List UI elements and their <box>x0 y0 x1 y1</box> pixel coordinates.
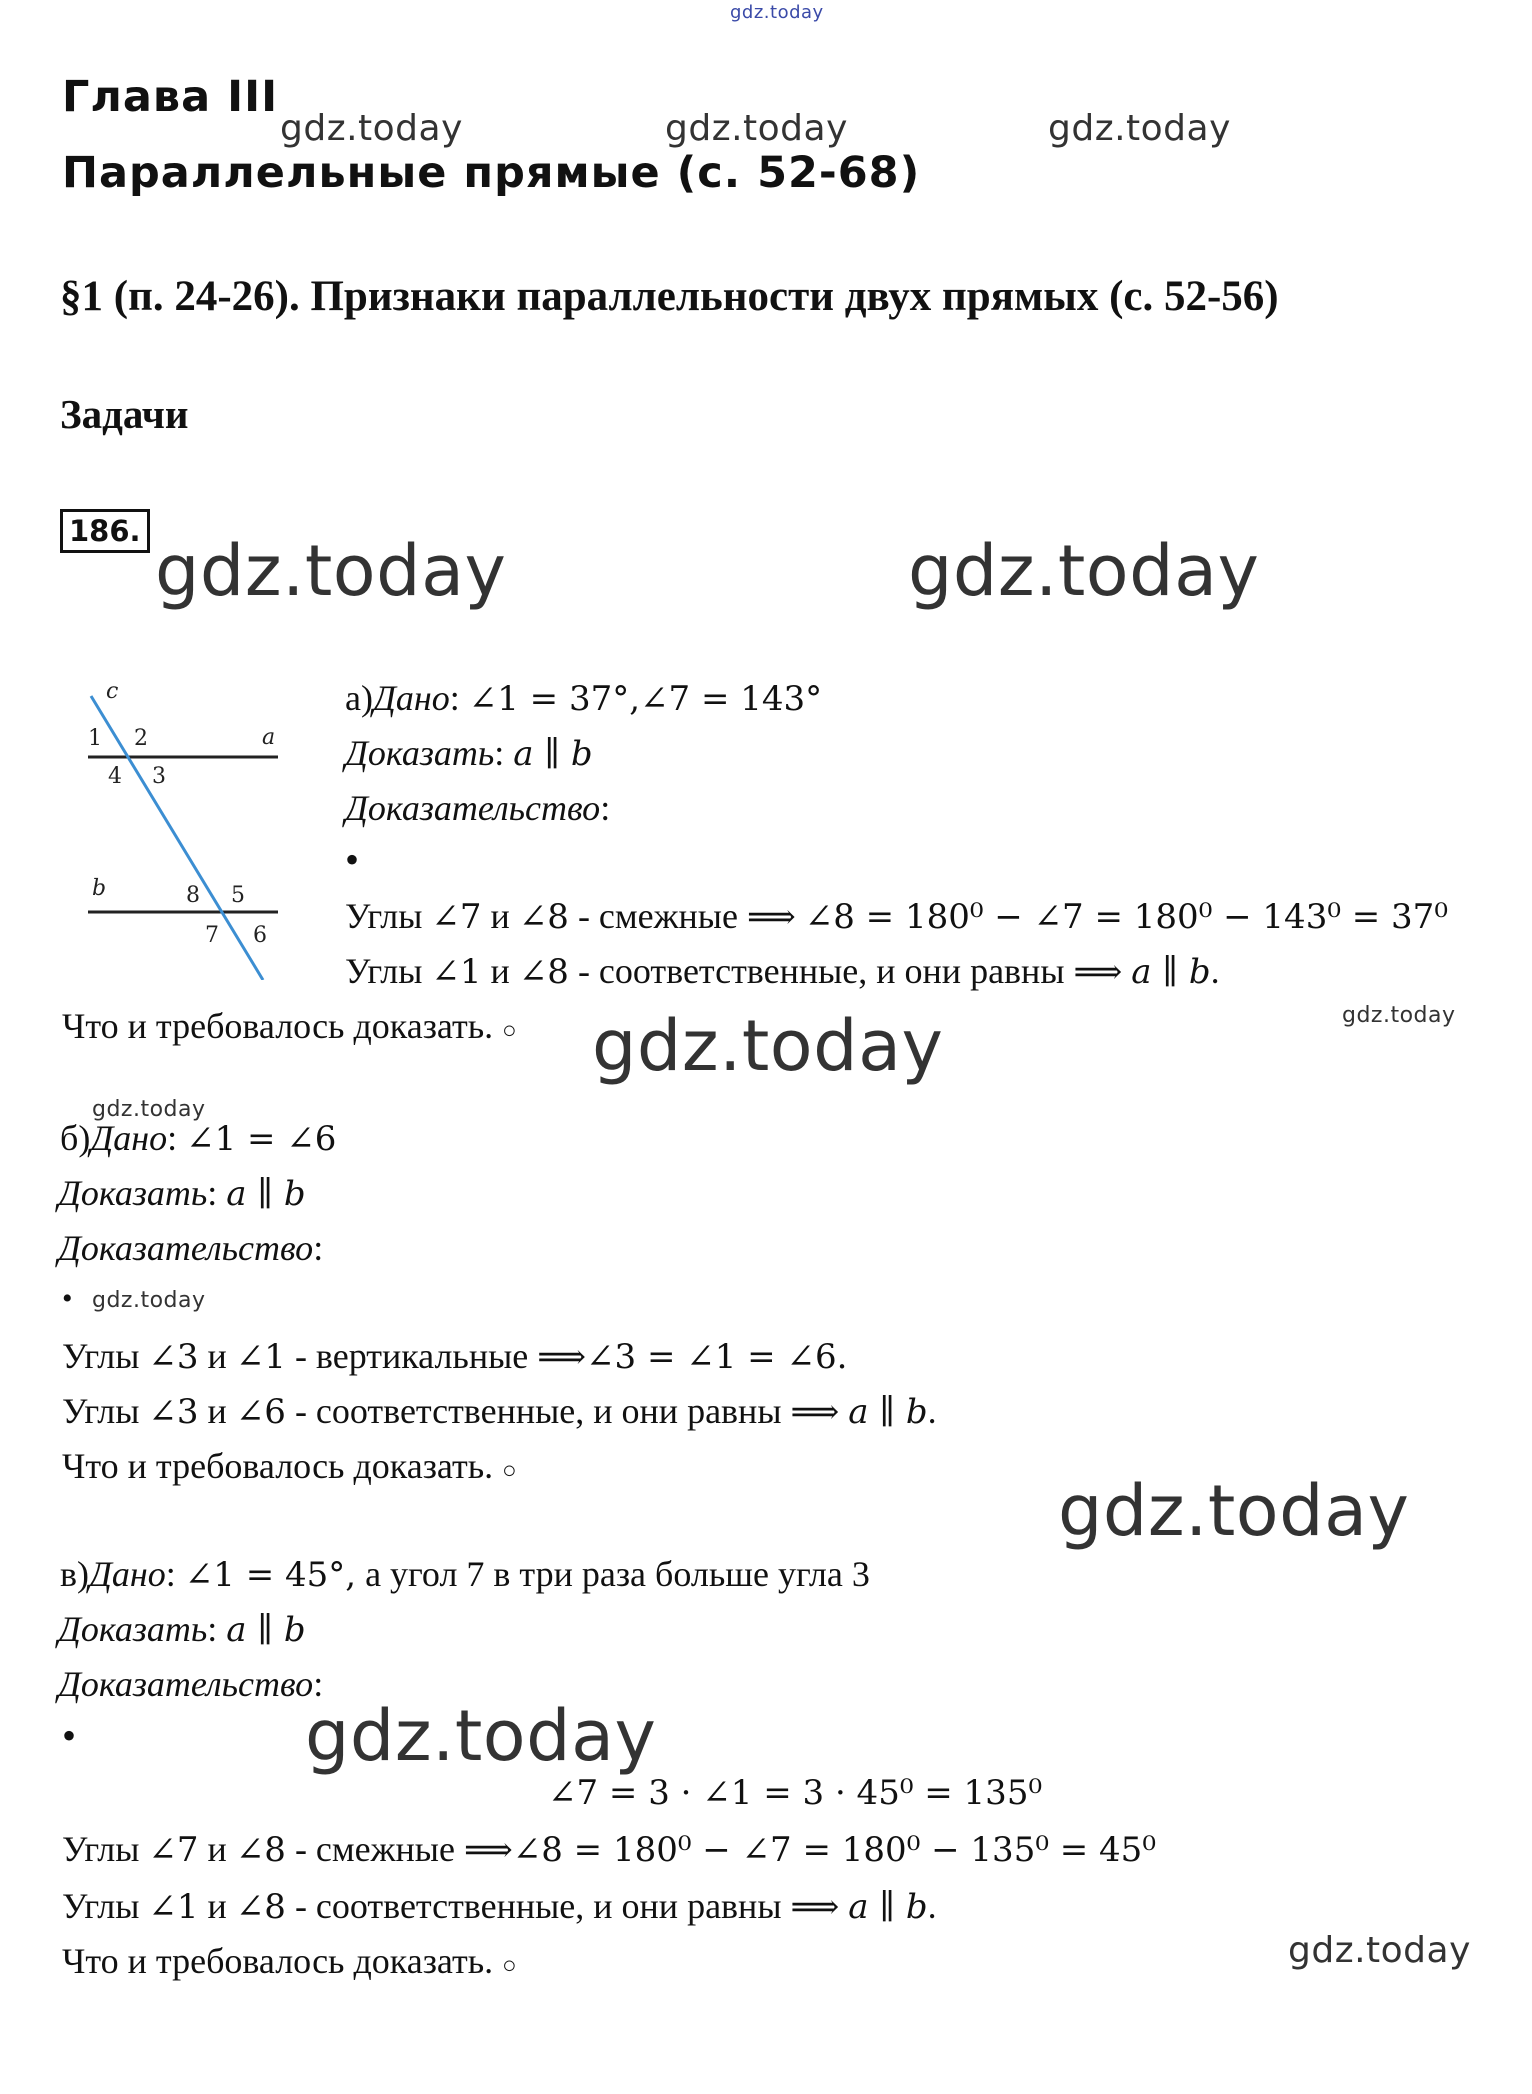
part-b-proof-label: Доказательство: <box>58 1228 324 1268</box>
figure-label-4: 4 <box>108 764 122 789</box>
figure-label-7: 7 <box>205 923 219 948</box>
figure-label-3: 3 <box>152 764 166 789</box>
part-a-bullet: • <box>345 837 360 882</box>
watermark: gdz.today <box>1048 108 1231 149</box>
task-number: 186. <box>60 509 150 553</box>
watermark: gdz.today <box>1058 1470 1410 1552</box>
part-c-step2: Углы ∠1 и ∠8 - соответственные, и они равны ⟹ a ∥ b. <box>62 1886 937 1927</box>
figure-label-b: b <box>92 876 107 901</box>
part-c-calc: ∠7 = 3 · ∠1 = 3 · 45⁰ = 135⁰ <box>548 1773 1043 1813</box>
watermark: gdz.today <box>155 530 507 612</box>
figure-label-2: 2 <box>134 726 148 751</box>
part-a-given: а)Дано: ∠1 = 37°,∠7 = 143° <box>345 678 823 719</box>
part-c-bullet: • <box>62 1713 77 1758</box>
part-a-proof-label: Доказательство: <box>345 788 611 828</box>
watermark: gdz.today <box>730 2 824 23</box>
figure-label-c: c <box>106 680 119 704</box>
watermark: gdz.today <box>665 108 848 149</box>
part-b-prove: Доказать: a ∥ b <box>58 1173 306 1214</box>
watermark: gdz.today <box>92 1097 206 1122</box>
part-a-prove: Доказать: a ∥ b <box>345 733 593 774</box>
part-c-qed: Что и требовалось доказать. ○ <box>62 1941 517 1981</box>
figure-label-6: 6 <box>253 923 267 948</box>
part-c-given: в)Дано: ∠1 = 45°, а угол 7 в три раза больше угла 3 <box>60 1554 870 1595</box>
part-c-step1: Углы ∠7 и ∠8 - смежные ⟹∠8 = 180⁰ − ∠7 = 180⁰ − 135⁰ = 45⁰ <box>62 1829 1156 1870</box>
part-c-prove: Доказать: a ∥ b <box>58 1609 306 1650</box>
parallel-lines-figure <box>78 680 308 980</box>
figure-label-8: 8 <box>186 883 200 908</box>
watermark: gdz.today <box>92 1288 206 1313</box>
tasks-heading: Задачи <box>60 391 189 437</box>
part-a-step1: Углы ∠7 и ∠8 - смежные ⟹ ∠8 = 180⁰ − ∠7 = 180⁰ − 143⁰ = 37⁰ <box>345 896 1448 937</box>
part-b-qed: Что и требовалось доказать. ○ <box>62 1446 517 1486</box>
watermark: gdz.today <box>1288 1930 1471 1971</box>
figure-label-a: a <box>262 725 276 750</box>
part-b-given: б)Дано: ∠1 = ∠6 <box>60 1118 337 1159</box>
part-a-qed: Что и требовалось доказать. ○ <box>62 1006 517 1046</box>
watermark: gdz.today <box>908 530 1260 612</box>
figure-label-1: 1 <box>88 726 102 751</box>
chapter-title: Параллельные прямые (с. 52-68) <box>62 148 921 198</box>
part-c-proof-label: Доказательство: <box>58 1664 324 1704</box>
part-a-step2: Углы ∠1 и ∠8 - соответственные, и они равны ⟹ a ∥ b. <box>345 951 1220 992</box>
chapter-label: Глава III <box>62 72 279 122</box>
part-b-bullet: • <box>62 1282 73 1315</box>
watermark: gdz.today <box>280 108 463 149</box>
watermark: gdz.today <box>1342 1003 1456 1028</box>
part-b-step1: Углы ∠3 и ∠1 - вертикальные ⟹∠3 = ∠1 = ∠6. <box>62 1336 848 1377</box>
watermark: gdz.today <box>592 1005 944 1087</box>
section-title: §1 (п. 24-26). Признаки параллельности двух прямых (с. 52-56) <box>60 273 1279 320</box>
figure-label-5: 5 <box>231 883 245 908</box>
part-b-step2: Углы ∠3 и ∠6 - соответственные, и они равны ⟹ a ∥ b. <box>62 1391 937 1432</box>
watermark: gdz.today <box>305 1695 657 1777</box>
